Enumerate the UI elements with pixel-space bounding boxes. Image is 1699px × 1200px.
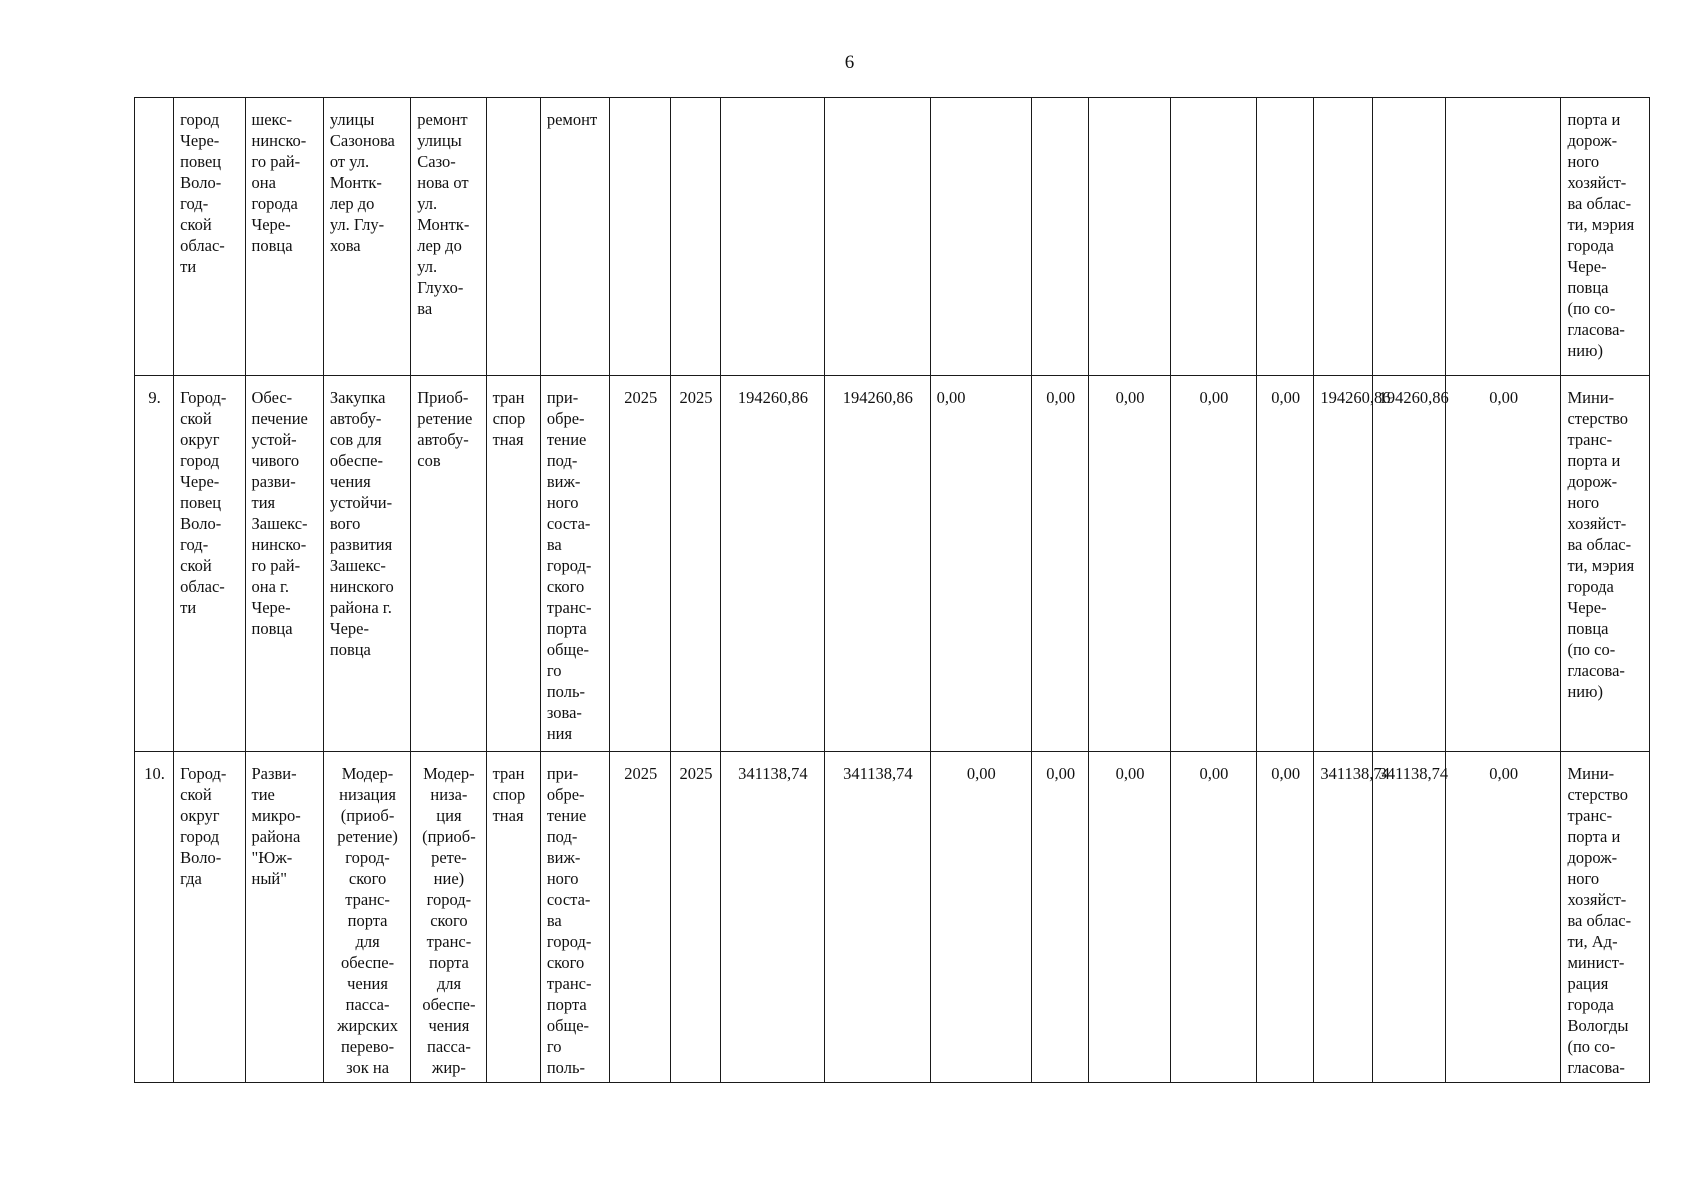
amount-cell: 0,00 bbox=[1257, 752, 1314, 1083]
page-number: 6 bbox=[844, 52, 855, 73]
sector-cell bbox=[486, 98, 540, 376]
project-cell: Закупка автобу- сов для обеспе- чения устойчи- вого развития Зашекс- нинского района г. Чере- повца bbox=[323, 376, 410, 752]
amount-cell: 0,00 bbox=[930, 376, 1031, 752]
goal-cell: Обес- печение устой- чивого разви- тия Зашекс- нинско- го рай- она г. Чере- повца bbox=[245, 376, 323, 752]
table-row bbox=[135, 752, 1650, 1083]
object-cell: ремонт улицы Сазо- нова от ул. Монтк- лер до ул. Глухо- ва bbox=[411, 98, 486, 376]
amount-cell: 0,00 bbox=[1445, 376, 1561, 752]
project-cell: улицы Сазонова от ул. Монтк- лер до ул. Глу- хова bbox=[323, 98, 410, 376]
end-year-cell: 2025 bbox=[671, 376, 720, 752]
goal-cell: Разви- тие микро- района "Юж- ный" bbox=[245, 752, 323, 1083]
work-cell: ремонт bbox=[540, 98, 609, 376]
federal-cost-cell: 341138,74 bbox=[825, 752, 930, 1083]
amount-cell bbox=[1314, 98, 1372, 376]
municipality-cell: город Чере- повец Воло- год- ской облас- ти bbox=[174, 98, 245, 376]
federal-cost-cell bbox=[825, 98, 930, 376]
amount-cell: 341138,74 bbox=[1372, 752, 1445, 1083]
amount-cell: 0,00 bbox=[1257, 376, 1314, 752]
start-year-cell: 2025 bbox=[610, 752, 671, 1083]
row-number bbox=[135, 98, 174, 376]
amount-cell: 0,00 bbox=[1089, 376, 1170, 752]
row-number: 9. bbox=[135, 376, 174, 752]
amount-cell bbox=[1372, 98, 1445, 376]
table-row bbox=[135, 98, 1650, 376]
start-year-cell: 2025 bbox=[610, 376, 671, 752]
end-year-cell bbox=[671, 98, 720, 376]
total-cost-cell bbox=[720, 98, 824, 376]
object-cell: Модер- низа- ция (приоб- рете- ние) город- ского транс- порта для обеспе- чения пасса- жир- bbox=[411, 752, 486, 1083]
federal-cost-cell: 194260,86 bbox=[825, 376, 930, 752]
municipality-cell: Город- ской округ город Чере- повец Воло- год- ской облас- ти bbox=[174, 376, 245, 752]
end-year-cell: 2025 bbox=[671, 752, 720, 1083]
amount-cell: 0,00 bbox=[1089, 752, 1170, 1083]
municipality-cell: Город- ской округ город Воло- гда bbox=[174, 752, 245, 1083]
amount-cell bbox=[930, 98, 1031, 376]
amount-cell: 0,00 bbox=[1032, 752, 1089, 1083]
amount-cell: 0,00 bbox=[1170, 752, 1256, 1083]
row-number: 10. bbox=[135, 752, 174, 1083]
responsible-cell: Мини- стерство транс- порта и дорож- ного хозяйст- ва облас- ти, мэрия города Чере- повца (по со- гласова- нию) bbox=[1561, 376, 1650, 752]
work-cell: при- обре- тение под- виж- ного соста- ва город- ского транс- порта обще- го поль- зова- ния bbox=[540, 376, 609, 752]
projects-table bbox=[134, 97, 1650, 1083]
table-row bbox=[135, 376, 1650, 752]
amount-cell bbox=[1257, 98, 1314, 376]
amount-cell bbox=[1445, 98, 1561, 376]
amount-cell: 0,00 bbox=[1032, 376, 1089, 752]
amount-cell: 0,00 bbox=[1170, 376, 1256, 752]
object-cell: Приоб- ретение автобу- сов bbox=[411, 376, 486, 752]
amount-cell: 341138,74 bbox=[1314, 752, 1372, 1083]
amount-cell: 0,00 bbox=[1445, 752, 1561, 1083]
project-cell: Модер- низация (приоб- ретение) город- ского транс- порта для обеспе- чения пасса- жирских перево- зок на bbox=[323, 752, 410, 1083]
total-cost-cell: 194260,86 bbox=[720, 376, 824, 752]
sector-cell: тран спор тная bbox=[486, 752, 540, 1083]
amount-cell bbox=[1032, 98, 1089, 376]
start-year-cell bbox=[610, 98, 671, 376]
responsible-cell: Мини- стерство транс- порта и дорож- ного хозяйст- ва облас- ти, Ад- минист- рация города Вологды (по со- гласова- bbox=[1561, 752, 1650, 1083]
amount-cell: 194260,86 bbox=[1372, 376, 1445, 752]
amount-cell bbox=[1170, 98, 1256, 376]
amount-cell: 194260,86 bbox=[1314, 376, 1372, 752]
responsible-cell: порта и дорож- ного хозяйст- ва облас- ти, мэрия города Чере- повца (по со- гласова- нию) bbox=[1561, 98, 1650, 376]
amount-cell bbox=[1089, 98, 1170, 376]
goal-cell: шекс- нинско- го рай- она города Чере- повца bbox=[245, 98, 323, 376]
total-cost-cell: 341138,74 bbox=[720, 752, 824, 1083]
amount-cell: 0,00 bbox=[930, 752, 1031, 1083]
sector-cell: тран спор тная bbox=[486, 376, 540, 752]
work-cell: при- обре- тение под- виж- ного соста- ва город- ского транс- порта обще- го поль- bbox=[540, 752, 609, 1083]
